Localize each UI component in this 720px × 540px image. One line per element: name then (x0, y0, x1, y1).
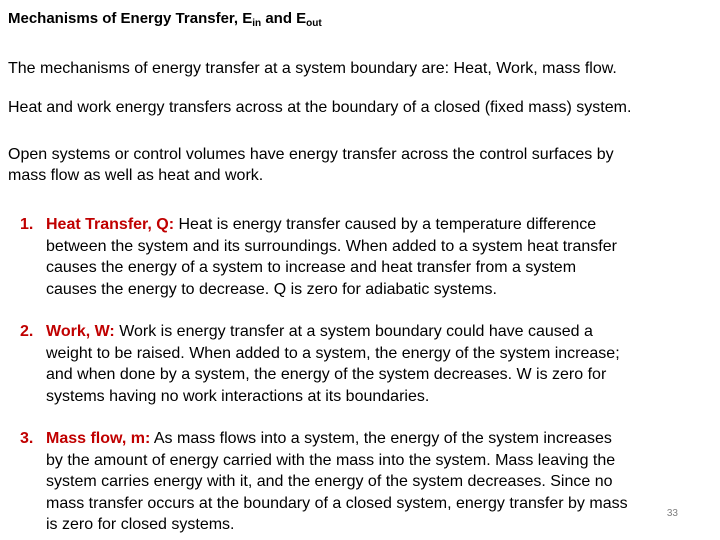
paragraph-line: mass flow as well as heat and work. (8, 167, 264, 184)
mechanism-list (20, 214, 720, 536)
list-line: causes the energy of a system to increase and heat transfer from a system (46, 259, 577, 276)
list-line: by the amount of energy carried with the mass into the system. Mass leaving the (46, 451, 616, 469)
list-text: Work is energy transfer at a system boundary could have caused a (114, 323, 593, 340)
list-line: is zero for closed systems. (46, 516, 235, 533)
list-heading: Mass flow, m: (46, 430, 151, 447)
slide-title (8, 10, 322, 29)
list-heading: Work, W: (46, 323, 115, 340)
list-line (46, 428, 720, 450)
list-heading: Heat Transfer, Q: (46, 216, 175, 233)
list-line: system carries energy with it, and the energy of the system decreases. Since no (46, 473, 613, 490)
list-line (46, 321, 720, 343)
list-text: As mass flows into a system, the energy of the system increases (150, 430, 612, 447)
list-number: 3. (20, 430, 34, 447)
title-and: and E (261, 10, 307, 27)
list-number: 1. (20, 216, 34, 233)
title-main: Mechanisms of Energy Transfer, E (8, 10, 253, 27)
list-item-mass-flow (20, 428, 720, 536)
title-subscript-out: out (306, 18, 322, 29)
page-number: 33 (666, 508, 678, 519)
title-subscript-in: in (252, 18, 262, 29)
list-text: Heat is energy transfer caused by a temperature difference (174, 216, 597, 233)
list-item-heat-transfer (20, 214, 720, 300)
list-line: and when done by a system, the energy of the system decreases. W is zero for (46, 366, 607, 383)
list-line: systems having no work interactions at its boundaries. (46, 387, 430, 405)
paragraph-mechanisms: The mechanisms of energy transfer at a system boundary are: Heat, Work, mass flow. (8, 60, 617, 77)
list-line: weight to be raised. When added to a system, the energy of the system increase; (46, 344, 620, 362)
paragraph-open-systems (8, 144, 614, 186)
list-number: 2. (20, 323, 34, 340)
list-line: mass transfer occurs at the boundary of a closed system, energy transfer by mass (46, 494, 628, 512)
list-line (46, 214, 720, 236)
list-line: causes the energy to decrease. Q is zero for adiabatic systems. (46, 280, 497, 298)
list-line: between the system and its surroundings. When added to a system heat transfer (46, 237, 617, 255)
paragraph-line: Open systems or control volumes have energy transfer across the control surfaces by (8, 146, 614, 163)
list-item-work (20, 321, 720, 407)
paragraph-closed-system: Heat and work energy transfers across at the boundary of a closed (fixed mass) system. (8, 99, 632, 116)
